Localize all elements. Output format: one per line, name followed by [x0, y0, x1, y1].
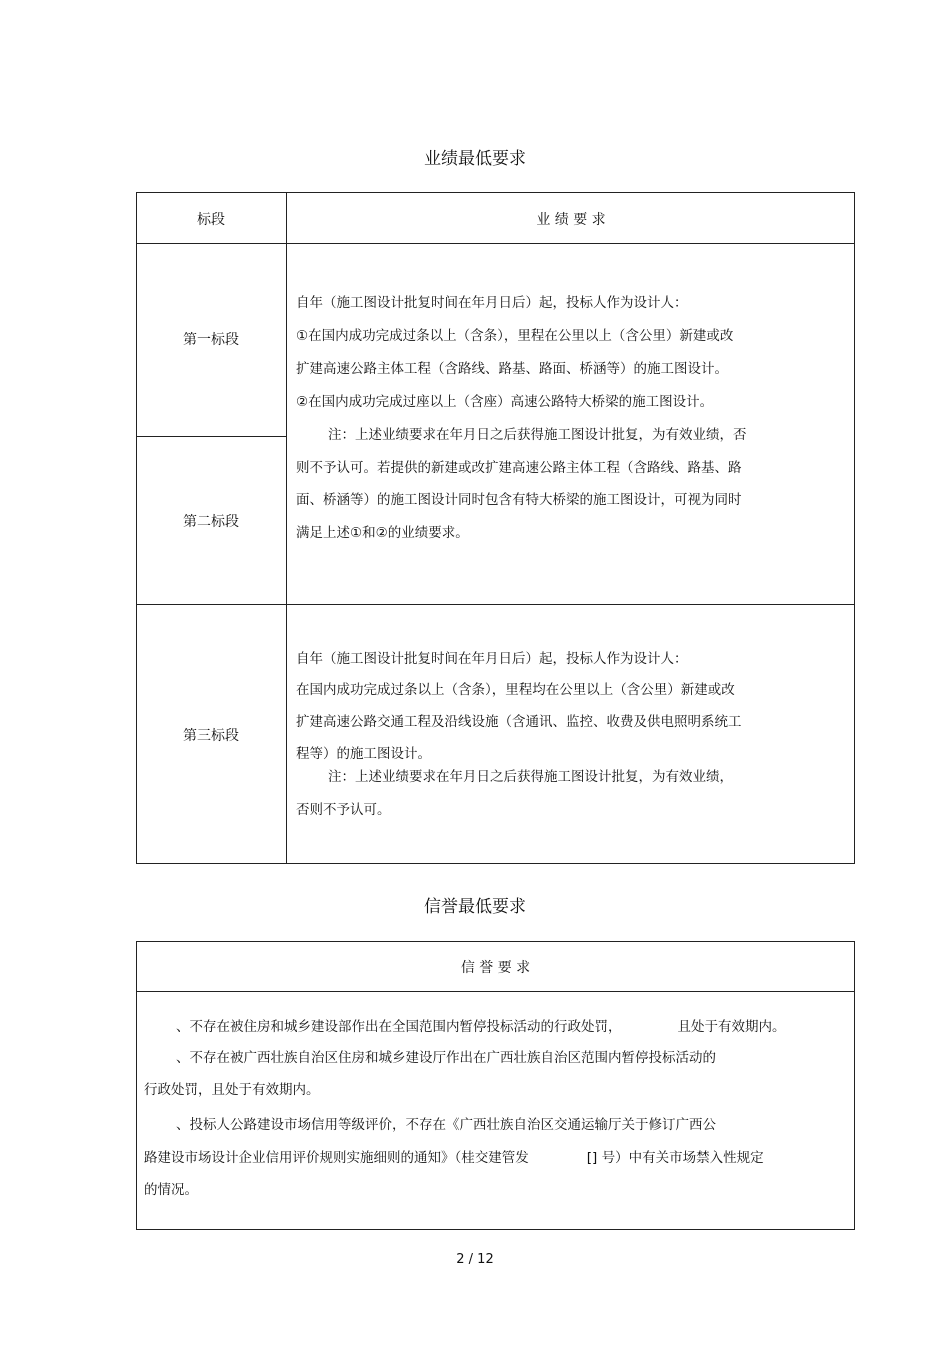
table-divider: [136, 991, 855, 992]
requirement-line: 在国内成功完成过条以上（含条），里程均在公里以上（含公里）新建或改: [296, 682, 735, 698]
credit-item-1: [176, 1017, 786, 1037]
requirement-line: ①在国内成功完成过条以上（含条），里程在公里以上（含公里）新建或改: [296, 328, 734, 344]
table-divider: [136, 604, 855, 605]
requirement-note: 满足上述①和②的业绩要求。: [296, 525, 469, 541]
table-divider: [136, 436, 286, 437]
credit-item-2: 、不存在被广西壮族自治区住房和城乡建设厅作出在广西壮族自治区范围内暂停投标活动的: [176, 1050, 716, 1066]
credit-item-3-text: 路建设市场设计企业信用评价规则实施细则的通知》（桂交建管发: [144, 1150, 529, 1166]
requirement-note: 否则不予认可。: [296, 802, 391, 818]
section-1-label: 第一标段: [183, 332, 239, 348]
page-number: 2 / 12: [456, 1252, 494, 1267]
requirement-line: ②在国内成功完成过座以上（含座）高速公路特大桥梁的施工图设计。: [296, 394, 714, 410]
credit-header-label: 信 誉 要 求: [460, 960, 531, 976]
requirement-note: 面、桥涵等）的施工图设计同时包含有特大桥梁的施工图设计，可视为同时: [296, 492, 742, 508]
requirement-note: 注：上述业绩要求在年月日之后获得施工图设计批复，为有效业绩，否: [328, 427, 747, 443]
header-section-label: 标段: [197, 212, 225, 228]
credit-item-3: 、投标人公路建设市场信用等级评价，不存在《广西壮族自治区交通运输厅关于修订广西公: [176, 1117, 716, 1133]
requirement-line: 程等）的施工图设计。: [296, 746, 431, 762]
credit-item-1-text: 、不存在被住房和城乡建设部作出在全国范围内暂停投标活动的行政处罚，: [176, 1019, 622, 1035]
requirement-note: 注：上述业绩要求在年月日之后获得施工图设计批复，为有效业绩，: [328, 769, 733, 785]
requirement-line: 自年（施工图设计批复时间在年月日后）起，投标人作为设计人：: [296, 651, 688, 667]
performance-title: 业绩最低要求: [424, 149, 526, 169]
requirement-line: 扩建高速公路主体工程（含路线、路基、路面、桥涵等）的施工图设计。: [296, 361, 728, 377]
requirement-note: 则不予认可。若提供的新建或改扩建高速公路主体工程（含路线、路基、路: [296, 460, 742, 476]
section-3-label: 第三标段: [183, 728, 239, 744]
requirement-line: 自年（施工图设计批复时间在年月日后）起，投标人作为设计人：: [296, 295, 688, 311]
requirement-line: 扩建高速公路交通工程及沿线设施（含通讯、监控、收费及供电照明系统工: [296, 714, 742, 730]
section-2-label: 第二标段: [183, 514, 239, 530]
credit-item-2-cont: 行政处罚，且处于有效期内。: [144, 1082, 320, 1098]
table-divider: [286, 192, 287, 864]
credit-item-3-cont: [144, 1148, 764, 1168]
credit-item-1-tail: 且处于有效期内。: [677, 1019, 786, 1035]
credit-title: 信誉最低要求: [424, 897, 526, 917]
table-divider: [136, 243, 855, 244]
credit-item-3-tail: [] 号）中有关市场禁入性规定: [586, 1150, 764, 1166]
credit-item-3-end: 的情况。: [144, 1182, 198, 1198]
header-requirement-label: 业 绩 要 求: [536, 212, 606, 228]
